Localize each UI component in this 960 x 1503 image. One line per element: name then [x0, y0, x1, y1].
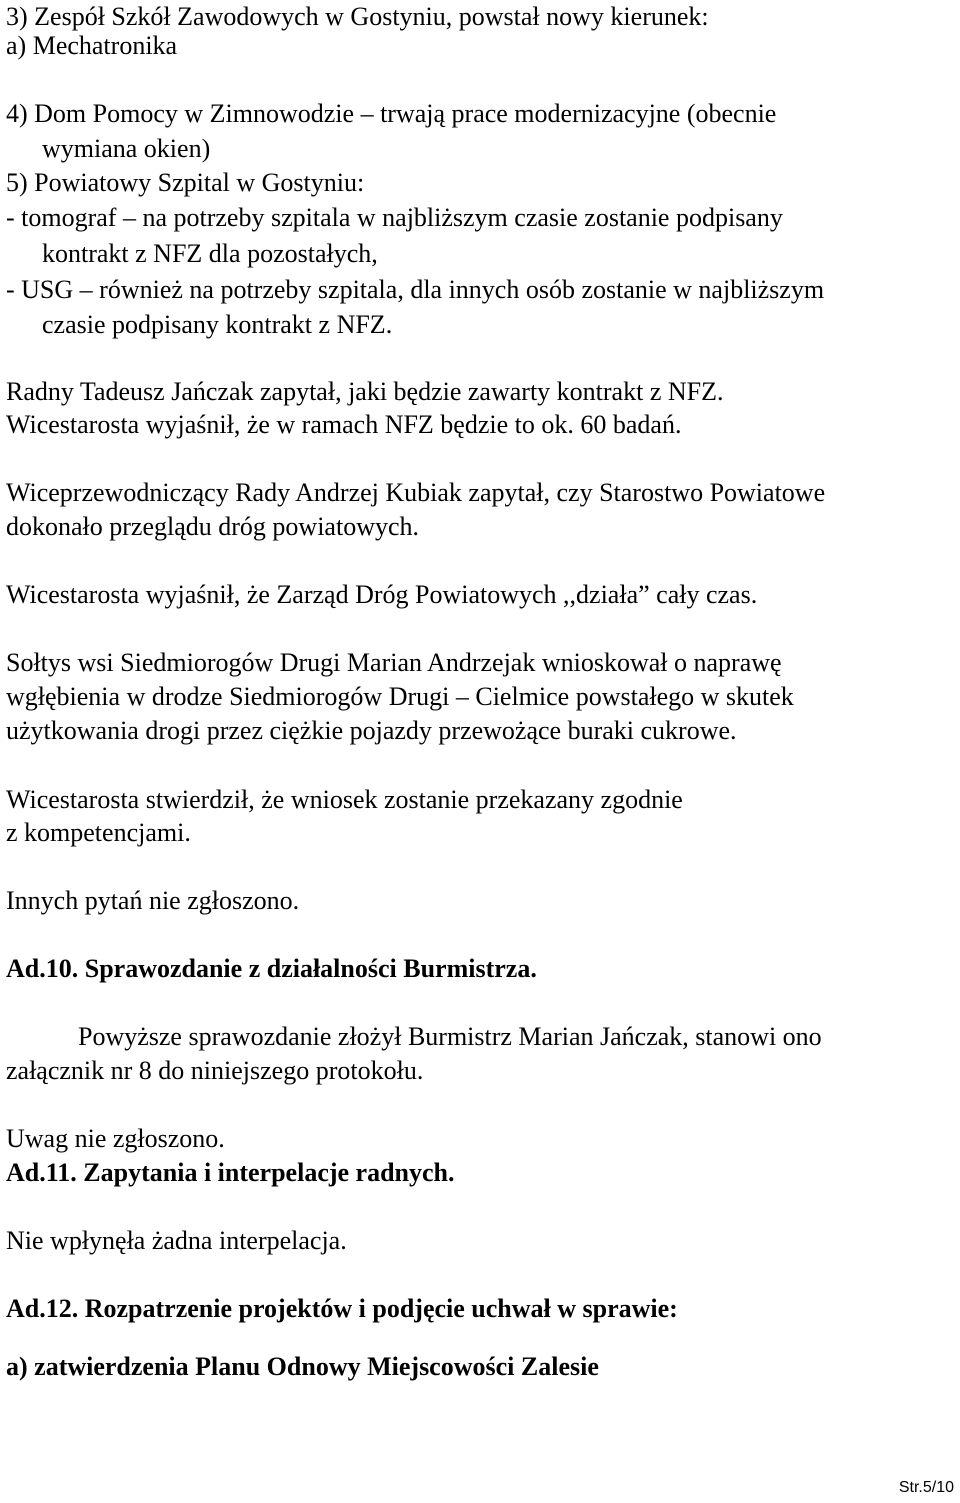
paragraph-request-cont1: wgłębienia w drodze Siedmiorogów Drugi – Cielmice powstałego w skutek — [6, 682, 794, 711]
list-subitem-mechatronics: a) Mechatronika — [6, 31, 178, 60]
paragraph-response-cont: z kompetencjami. — [6, 818, 191, 847]
bullet-tomograph-cont: kontrakt z NFZ dla pozostałych, — [42, 239, 378, 268]
bullet-usg: - USG – również na potrzeby szpitala, dla innych osób zostanie w najbliższym — [6, 275, 825, 304]
section-heading-ad11: Ad.11. Zapytania i interpelacje radnych. — [6, 1158, 455, 1187]
paragraph-question-nfz: Radny Tadeusz Jańczak zapytał, jaki będzie zawarty kontrakt z NFZ. — [6, 377, 724, 406]
section-heading-ad12: Ad.12. Rozpatrzenie projektów i podjęcie uchwał w sprawie: — [6, 1294, 678, 1323]
paragraph-response: Wicestarosta stwierdził, że wniosek zostanie przekazany zgodnie — [6, 785, 683, 814]
paragraph-request: Sołtys wsi Siedmiorogów Drugi Marian Andrzejak wnioskował o naprawę — [6, 648, 782, 677]
list-item-care-home-cont: wymiana okien) — [42, 134, 211, 163]
bullet-usg-cont: czasie podpisany kontrakt z NFZ. — [42, 310, 393, 339]
paragraph-no-remarks: Uwag nie zgłoszono. — [6, 1124, 225, 1153]
paragraph-question-roads-cont: dokonało przeglądu dróg powiatowych. — [6, 512, 420, 541]
section-subheading-zalesie: a) zatwierdzenia Planu Odnowy Miejscowości Zalesie — [6, 1352, 599, 1381]
list-item-care-home: 4) Dom Pomocy w Zimnowodzie – trwają prace modernizacyjne (obecnie — [6, 99, 777, 128]
section-heading-ad10: Ad.10. Sprawozdanie z działalności Burmistrza. — [6, 954, 537, 983]
paragraph-request-cont2: użytkowania drogi przez ciężkie pojazdy przewożące buraki cukrowe. — [6, 716, 737, 745]
list-item-school: 3) Zespół Szkół Zawodowych w Gostyniu, powstał nowy kierunek: — [6, 2, 709, 31]
paragraph-no-questions: Innych pytań nie zgłoszono. — [6, 886, 300, 915]
bullet-tomograph: - tomograf – na potrzeby szpitala w najbliższym czasie zostanie podpisany — [6, 203, 783, 232]
paragraph-report-cont: załącznik nr 8 do niniejszego protokołu. — [6, 1056, 424, 1085]
paragraph-answer-roads: Wicestarosta wyjaśnił, że Zarząd Dróg Powiatowych ,,działa” cały czas. — [6, 580, 758, 609]
paragraph-no-interpellation: Nie wpłynęła żadna interpelacja. — [6, 1226, 347, 1255]
page-number: Str.5/10 — [898, 1479, 954, 1496]
list-item-hospital: 5) Powiatowy Szpital w Gostyniu: — [6, 168, 365, 197]
paragraph-question-roads: Wiceprzewodniczący Rady Andrzej Kubiak zapytał, czy Starostwo Powiatowe — [6, 478, 826, 507]
paragraph-report: Powyższe sprawozdanie złożył Burmistrz Marian Jańczak, stanowi ono — [78, 1022, 822, 1051]
paragraph-answer-nfz: Wicestarosta wyjaśnił, że w ramach NFZ będzie to ok. 60 badań. — [6, 410, 682, 439]
